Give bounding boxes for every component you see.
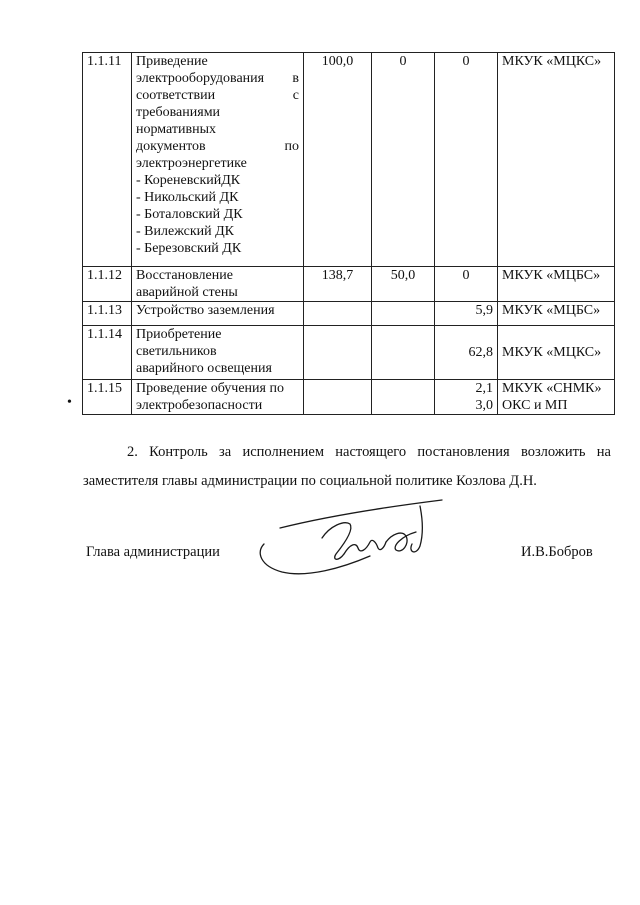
measure-word: электрооборудования [136, 71, 265, 86]
value-cell-1 [304, 326, 372, 380]
measure-line: электроэнергетике [136, 156, 247, 171]
value-cell-2: 0 [372, 53, 435, 267]
executor-line: ОКС и МП [502, 398, 568, 413]
row-measure-name [132, 326, 304, 380]
value-cell-2: 50,0 [372, 267, 435, 302]
value-cell-3: 62,8 [435, 326, 498, 380]
executor-cell: МКУК «МЦБС» [498, 267, 615, 302]
signatory-title: Глава администрации [86, 544, 220, 560]
measure-line: аварийного освещения [136, 361, 272, 376]
value-cell-3 [435, 380, 498, 415]
value-cell-1 [304, 380, 372, 415]
row-measure-name [132, 380, 304, 415]
row-number: 1.1.15 [83, 380, 132, 415]
value-line: 2,1 [475, 381, 493, 396]
measure-line: аварийной стены [136, 285, 238, 300]
measure-word: документов [136, 139, 206, 154]
value-cell-1 [304, 302, 372, 326]
row-measure-name [132, 267, 304, 302]
handwritten-signature [252, 492, 452, 582]
measure-line: светильников [136, 344, 217, 359]
value-cell-2 [372, 326, 435, 380]
measure-line: нормативных [136, 122, 217, 137]
table-row [83, 53, 615, 267]
row-measure-name [132, 302, 304, 326]
value-cell-1: 100,0 [304, 53, 372, 267]
row-number: 1.1.14 [83, 326, 132, 380]
subitem-dk: - Боталовский ДК [136, 207, 243, 222]
value-cell-3: 0 [435, 267, 498, 302]
measure-word: по [284, 139, 299, 154]
measure-line: Проведение обучения по [136, 381, 284, 396]
measure-line: Приобретение [136, 327, 222, 342]
measure-line: Устройство заземления [136, 303, 275, 318]
measure-line [136, 87, 299, 104]
paragraph-line: заместителя главы администрации по социальной политике Козлова Д.Н. [83, 473, 537, 489]
measure-word: с [292, 88, 299, 103]
value-cell-2 [372, 380, 435, 415]
margin-dot: • [67, 395, 72, 410]
value-cell-2 [372, 302, 435, 326]
measure-line: Восстановление [136, 268, 233, 283]
subitem-dk: - Березовский ДК [136, 241, 242, 256]
table-row [83, 380, 615, 415]
control-paragraph [83, 438, 611, 496]
measure-line: требованиями [136, 105, 221, 120]
value-cell-3: 5,9 [435, 302, 498, 326]
table-row [83, 302, 615, 326]
subitem-dk: - КореневскийДК [136, 173, 241, 188]
executor-cell [498, 380, 615, 415]
measure-word: в [292, 71, 299, 86]
subitem-dk: - Вилежский ДК [136, 224, 234, 239]
paragraph-line: 2. Контроль за исполнением настоящего постановления возложить на [127, 444, 611, 460]
table-row [83, 326, 615, 380]
row-measure-name [132, 53, 304, 267]
measure-line [136, 138, 299, 155]
measure-line: Приведение [136, 54, 208, 69]
subitem-dk: - Никольский ДК [136, 190, 239, 205]
measure-line [136, 70, 299, 87]
executor-cell: МКУК «МЦБС» [498, 302, 615, 326]
signatory-name: И.В.Бобров [521, 544, 593, 560]
row-number: 1.1.13 [83, 302, 132, 326]
value-line: 3,0 [475, 398, 493, 413]
value-cell-1: 138,7 [304, 267, 372, 302]
row-number: 1.1.11 [83, 53, 132, 267]
executor-cell: МКУК «МЦКС» [498, 326, 615, 380]
table-row [83, 267, 615, 302]
executor-line: МКУК «СНМК» [502, 381, 602, 396]
value-cell-3: 0 [435, 53, 498, 267]
executor-cell: МКУК «МЦКС» [498, 53, 615, 267]
measure-line: электробезопасности [136, 398, 263, 413]
measures-table [82, 52, 615, 415]
row-number: 1.1.12 [83, 267, 132, 302]
measure-word: соответствии [136, 88, 216, 103]
